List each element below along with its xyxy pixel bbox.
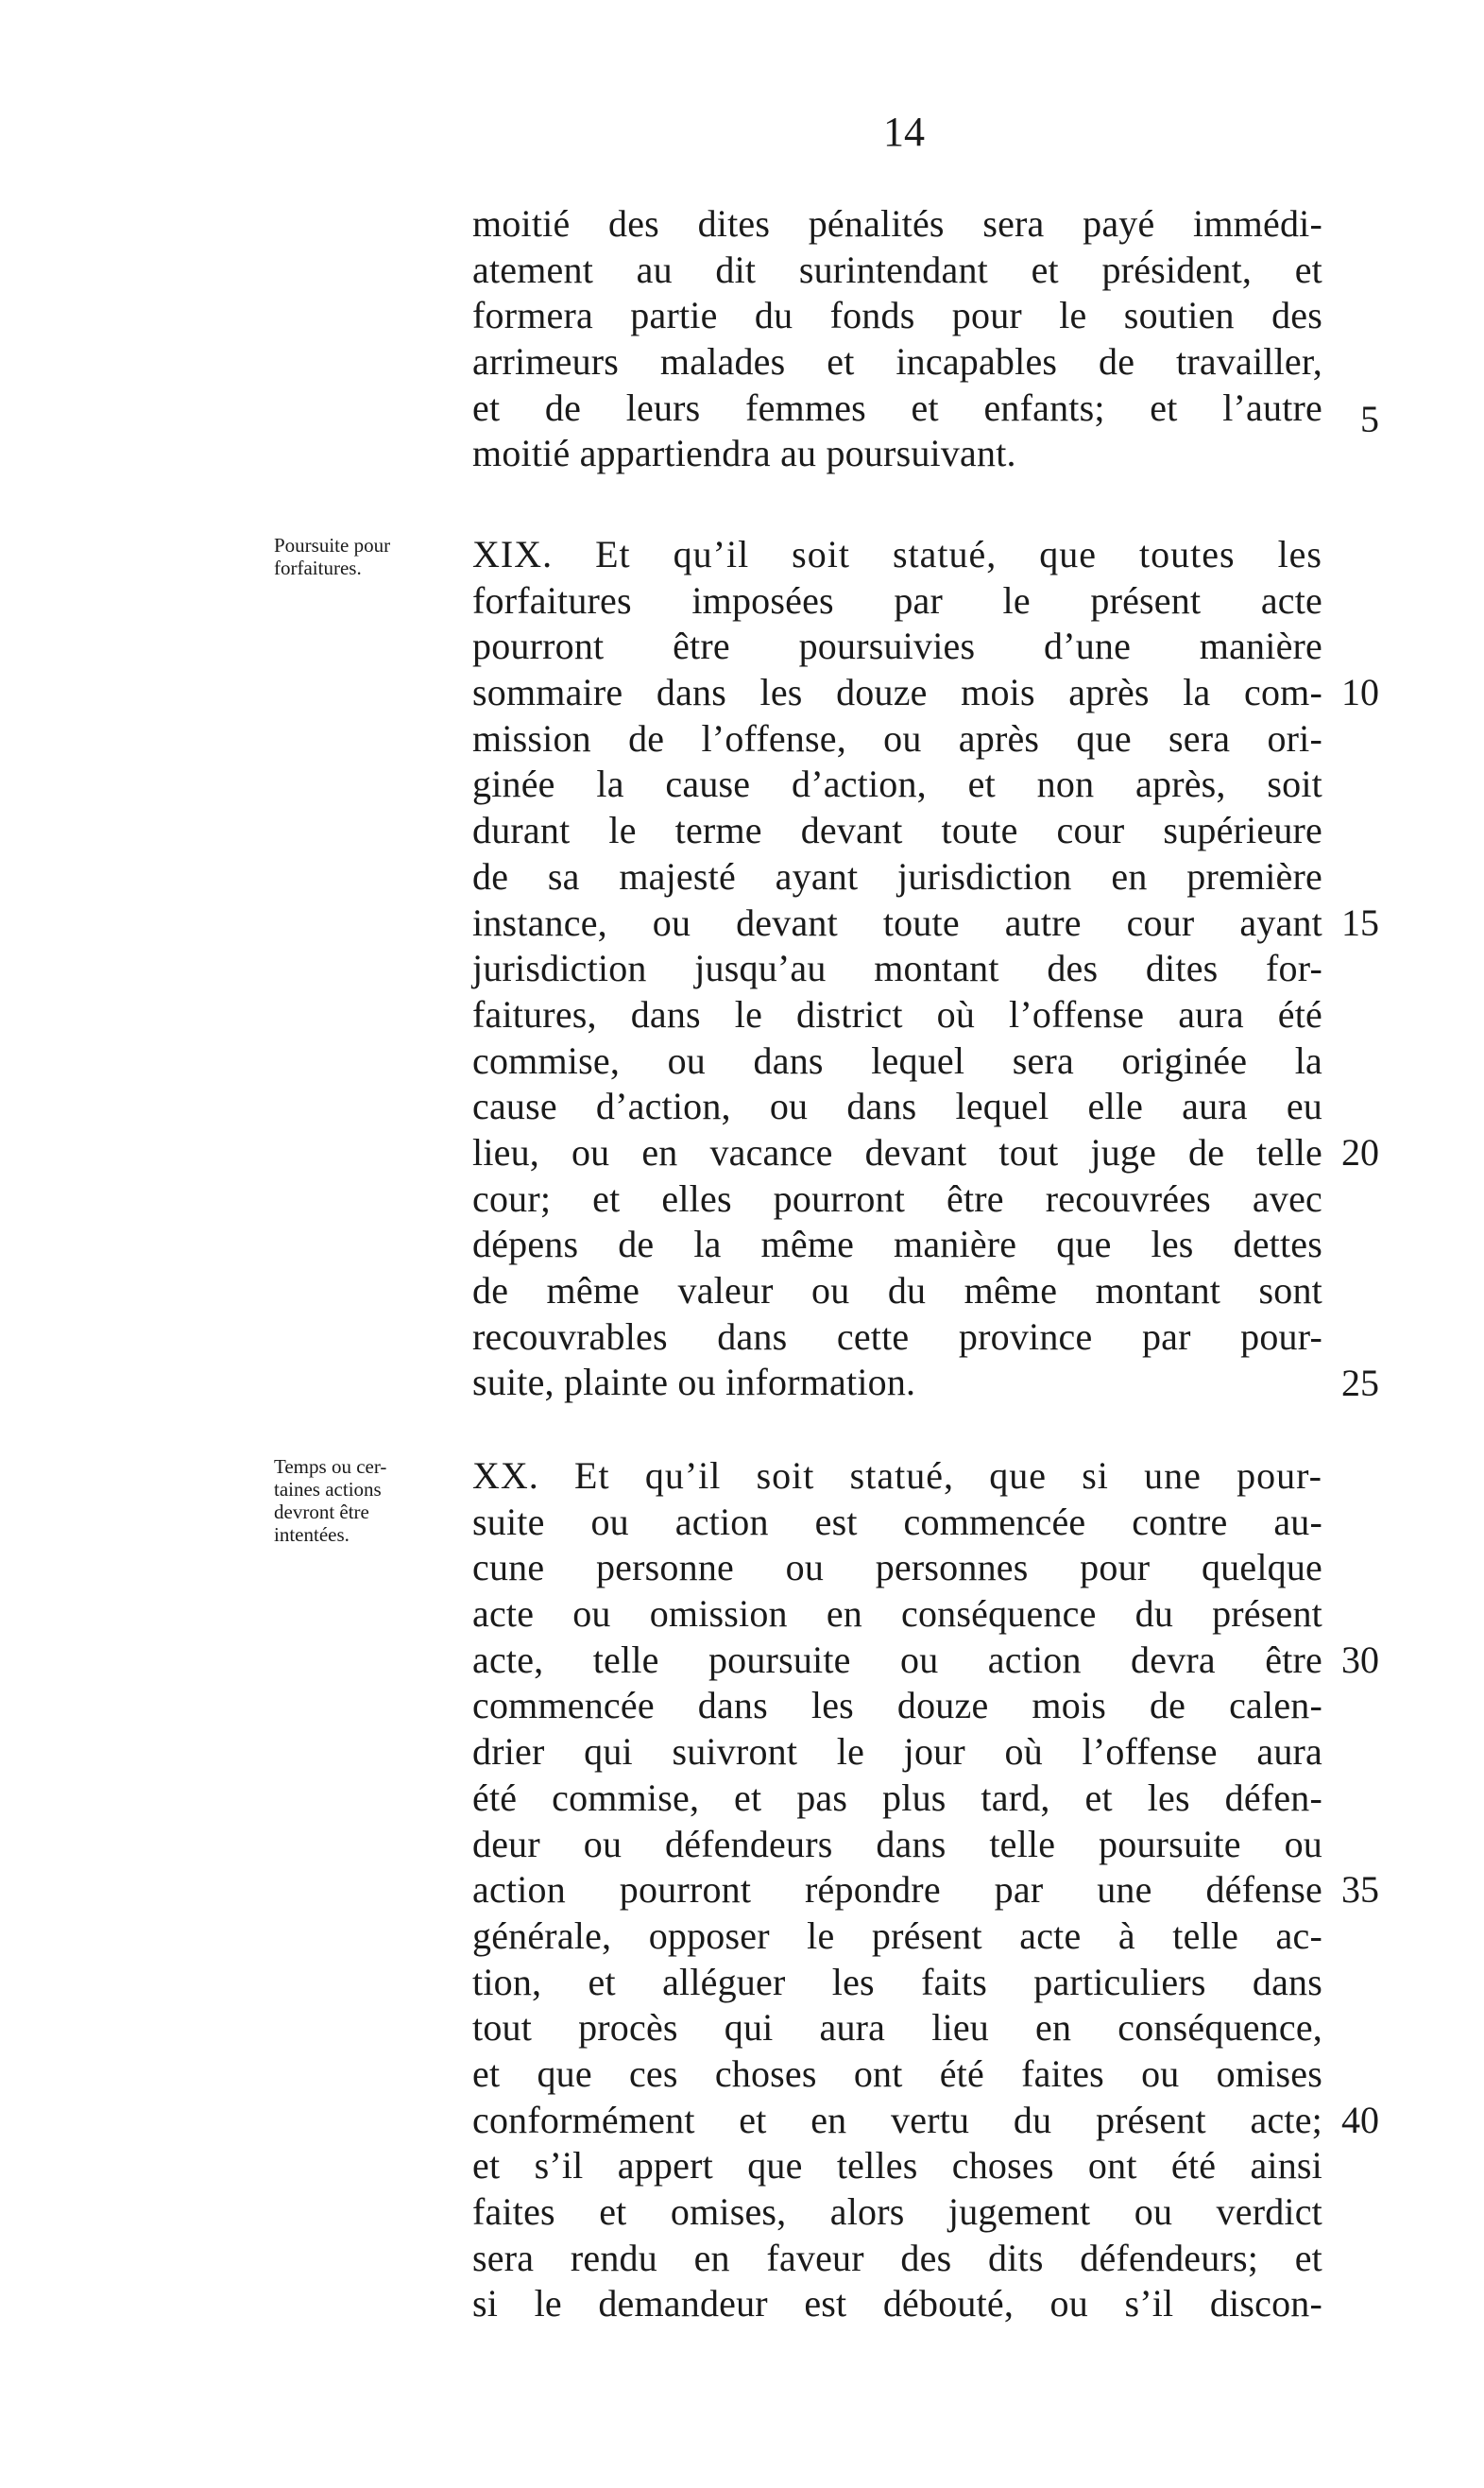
text-line: drier qui suivront le jour où l’offense aura [472,1730,1322,1774]
text-line: générale, opposer le présent acte à telle ac- [472,1913,1322,1957]
text-line: moitié appartiendra au poursuivant. [472,432,1016,475]
text-line: recouvrables dans cette province par pour- [472,1314,1322,1358]
line-number: 25 [1341,1362,1379,1404]
text-line: pourront être poursuivies d’une manière [472,625,1322,668]
line-number: 30 [1341,1639,1379,1681]
text-line: cour; et elles pourront être recouvrées avec [472,1176,1322,1220]
text-line: acte, telle poursuite ou action devra être [472,1638,1322,1681]
text-line: faitures, dans le district où l’offense aura été [472,992,1322,1036]
page-number: 14 [883,109,925,155]
text-line: et que ces choses ont été faites ou omises [472,2051,1322,2095]
text-line: dépens de la même manière que les dettes [472,1223,1322,1266]
line-number: 35 [1341,1868,1379,1911]
text-line: ginée la cause d’action, et non après, soit [472,763,1322,806]
text-line: instance, ou devant toute autre cour ayant [472,901,1322,944]
text-line: conformément et en vertu du présent acte; [472,2098,1322,2141]
text-line: faites et omises, alors jugement ou verdict [472,2190,1322,2233]
margin-note-temps [274,1455,472,1546]
text-line: et s’il appert que telles choses ont été ainsi [472,2144,1322,2188]
text-line: tout procès qui aura lieu en conséquence, [472,2006,1322,2050]
text-line: sommaire dans les douze mois après la com- [472,671,1322,714]
text-line: et de leurs femmes et enfants; et l’autre [472,386,1322,429]
text-line: de sa majesté ayant jurisdiction en première [472,854,1322,898]
text-line: durant le terme devant toute cour supérieure [472,809,1322,852]
text-line: forfaitures imposées par le présent acte [472,578,1322,622]
margin-note-line: taines actions [274,1478,382,1501]
margin-note-line: forfaitures. [274,557,362,579]
text-line: jurisdiction jusqu’au montant des dites for- [472,947,1322,990]
text-line: lieu, ou en vacance devant tout juge de telle [472,1130,1322,1174]
text-line: atement au dit surintendant et président, et [472,248,1322,291]
text-line: été commise, et pas plus tard, et les défen- [472,1776,1322,1819]
text-line: moitié des dites pénalités sera payé immédi- [472,202,1322,245]
text-line: commencée dans les douze mois de calen- [472,1684,1322,1727]
text-line: formera partie du fonds pour le soutien des [472,294,1322,337]
line-number: 20 [1341,1131,1379,1174]
line-number: 15 [1341,901,1379,944]
margin-note-poursuite [274,534,472,579]
text-line: XX. Et qu’il soit statué, que si une pour- [472,1454,1322,1497]
text-line: arrimeurs malades et incapables de travailler, [472,340,1322,384]
article-xix [472,532,1322,1406]
line-number: 40 [1341,2099,1379,2141]
line-number: 5 [1360,398,1379,440]
text-line: commise, ou dans lequel sera originée la [472,1038,1322,1082]
text-line: deur ou défendeurs dans telle poursuite ou [472,1822,1322,1865]
margin-note-line: Temps ou cer- [274,1455,387,1478]
text-line: suite ou action est commencée contre au- [472,1500,1322,1543]
text-line: cause d’action, ou dans lequel elle aura eu [472,1085,1322,1128]
text-line: acte ou omission en conséquence du présent [472,1592,1322,1636]
text-line: cune personne ou personnes pour quelque [472,1546,1322,1589]
text-line: mission de l’offense, ou après que sera ori- [472,716,1322,760]
article-xx [472,1453,1322,2327]
text-line: action pourront répondre par une défense [472,1868,1322,1912]
line-number: 10 [1341,671,1379,713]
margin-note-line: devront être [274,1501,369,1523]
text-line: tion, et alléguer les faits particuliers dans [472,1960,1322,2003]
text-line: sera rendu en faveur des dits défendeurs; et [472,2236,1322,2279]
text-line: de même valeur ou du même montant sont [472,1269,1322,1312]
text-line: suite, plainte ou information. [472,1361,916,1404]
text-line: XIX. Et qu’il soit statué, que toutes les [472,533,1322,575]
margin-note-line: intentées. [274,1523,350,1546]
text-line: si le demandeur est débouté, ou s’il discon- [472,2282,1322,2325]
paragraph-continuation [472,201,1322,477]
margin-note-line: Poursuite pour [274,534,391,557]
